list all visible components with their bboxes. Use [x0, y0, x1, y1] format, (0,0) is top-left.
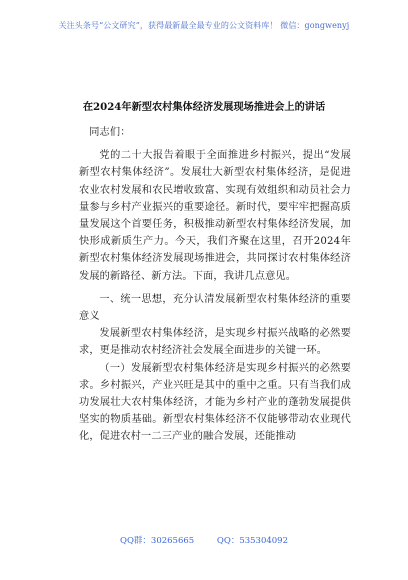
- qq-group-label: QQ群：30265665: [119, 536, 195, 546]
- document-body: [79, 124, 351, 446]
- section-heading: 一、统一思想，充分认清发展新型农村集体经济的重要意义: [79, 293, 351, 323]
- greeting: 同志们：: [89, 127, 131, 138]
- contact-footer: [0, 534, 408, 546]
- intro-paragraph: 党的二十大报告着眼于全面推进乡村振兴，提出“发展新型农村集体经济”。发展壮大新型农村集体经济，是促进农业农村发展和农民增收致富、实现有效组织和动员社会力量参与乡村产业振兴的重要途径。新时代，要牢牢把握高质量发展这个首要任务，积极推动新型农村集体经济发展，加快形成新质生产力。今天，我们齐聚在这里，召开2024年新型农村集体经济发展现场推进会，共同探讨农村集体经济发展的新路径、新方法。下面，我讲几点意见。: [79, 150, 351, 282]
- section-paragraph: （一）发展新型农村集体经济是实现乡村振兴的必然要求。乡村振兴，产业兴旺是其中的重中之重。只有当我们成功发展壮大农村集体经济，才能为乡村产业的蓬勃发展提供坚实的物质基础。新型农村集体经济不仅能够带动农业现代化，促进农村一二三产业的融合发展，还能推动: [79, 362, 351, 443]
- section-paragraph: 发展新型农村集体经济，是实现乡村振兴战略的必然要求，更是推动农村经济社会发展全面进步的关键一环。: [79, 328, 351, 357]
- promo-banner: 关注头条号“公文研究”，获得最新最全最专业的公文资料库！ 微信：gongwenyj: [58, 21, 350, 30]
- document-title: 在2024年新型农村集体经济发展现场推进会上的讲话: [82, 101, 326, 113]
- qq-label: QQ：535304092: [216, 536, 288, 546]
